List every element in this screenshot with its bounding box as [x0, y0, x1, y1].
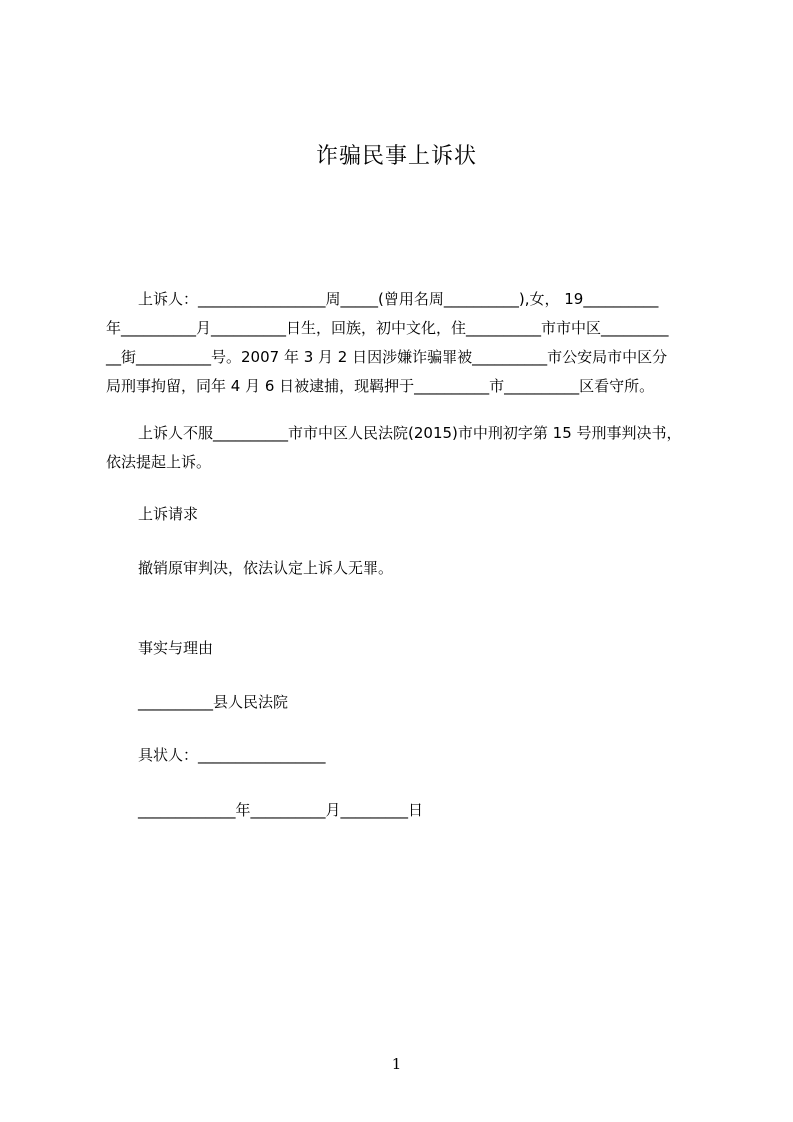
- appellant-line-1: 上诉人：_________________周_____(曾用名周__________),女， 19__________: [138, 290, 659, 308]
- date-line: _____________年__________月_________日: [138, 801, 424, 819]
- request-text: 撤销原审判决，依法认定上诉人无罪。: [138, 559, 394, 577]
- court-line: __________县人民法院: [138, 693, 289, 711]
- appellant-line-2: 年__________月__________日生，回族，初中文化，住__________市市中区_________: [106, 319, 669, 337]
- appellant-line-4: 局刑事拘留，同年 4 月 6 日被逮捕，现羁押于__________市__________区看守所。: [106, 377, 655, 395]
- appeal-line-2: 依法提起上诉。: [106, 453, 212, 471]
- document-title: 诈骗民事上诉状: [315, 144, 477, 169]
- page-number: 1: [391, 1055, 402, 1073]
- appellant-line-3: __街__________号。2007 年 3 月 2 日因涉嫌诈骗罪被__________市公安局市中区分: [106, 348, 668, 366]
- facts-heading: 事实与理由: [138, 639, 214, 657]
- appeal-paragraph: [106, 419, 702, 477]
- appeal-line-1: 上诉人不服__________市市中区人民法院(2015)市中刑初字第 15 号刑事判决书，: [138, 424, 682, 442]
- appellant-paragraph: [106, 285, 702, 401]
- request-heading: 上诉请求: [138, 505, 199, 523]
- signer-line: 具状人：_________________: [138, 746, 326, 764]
